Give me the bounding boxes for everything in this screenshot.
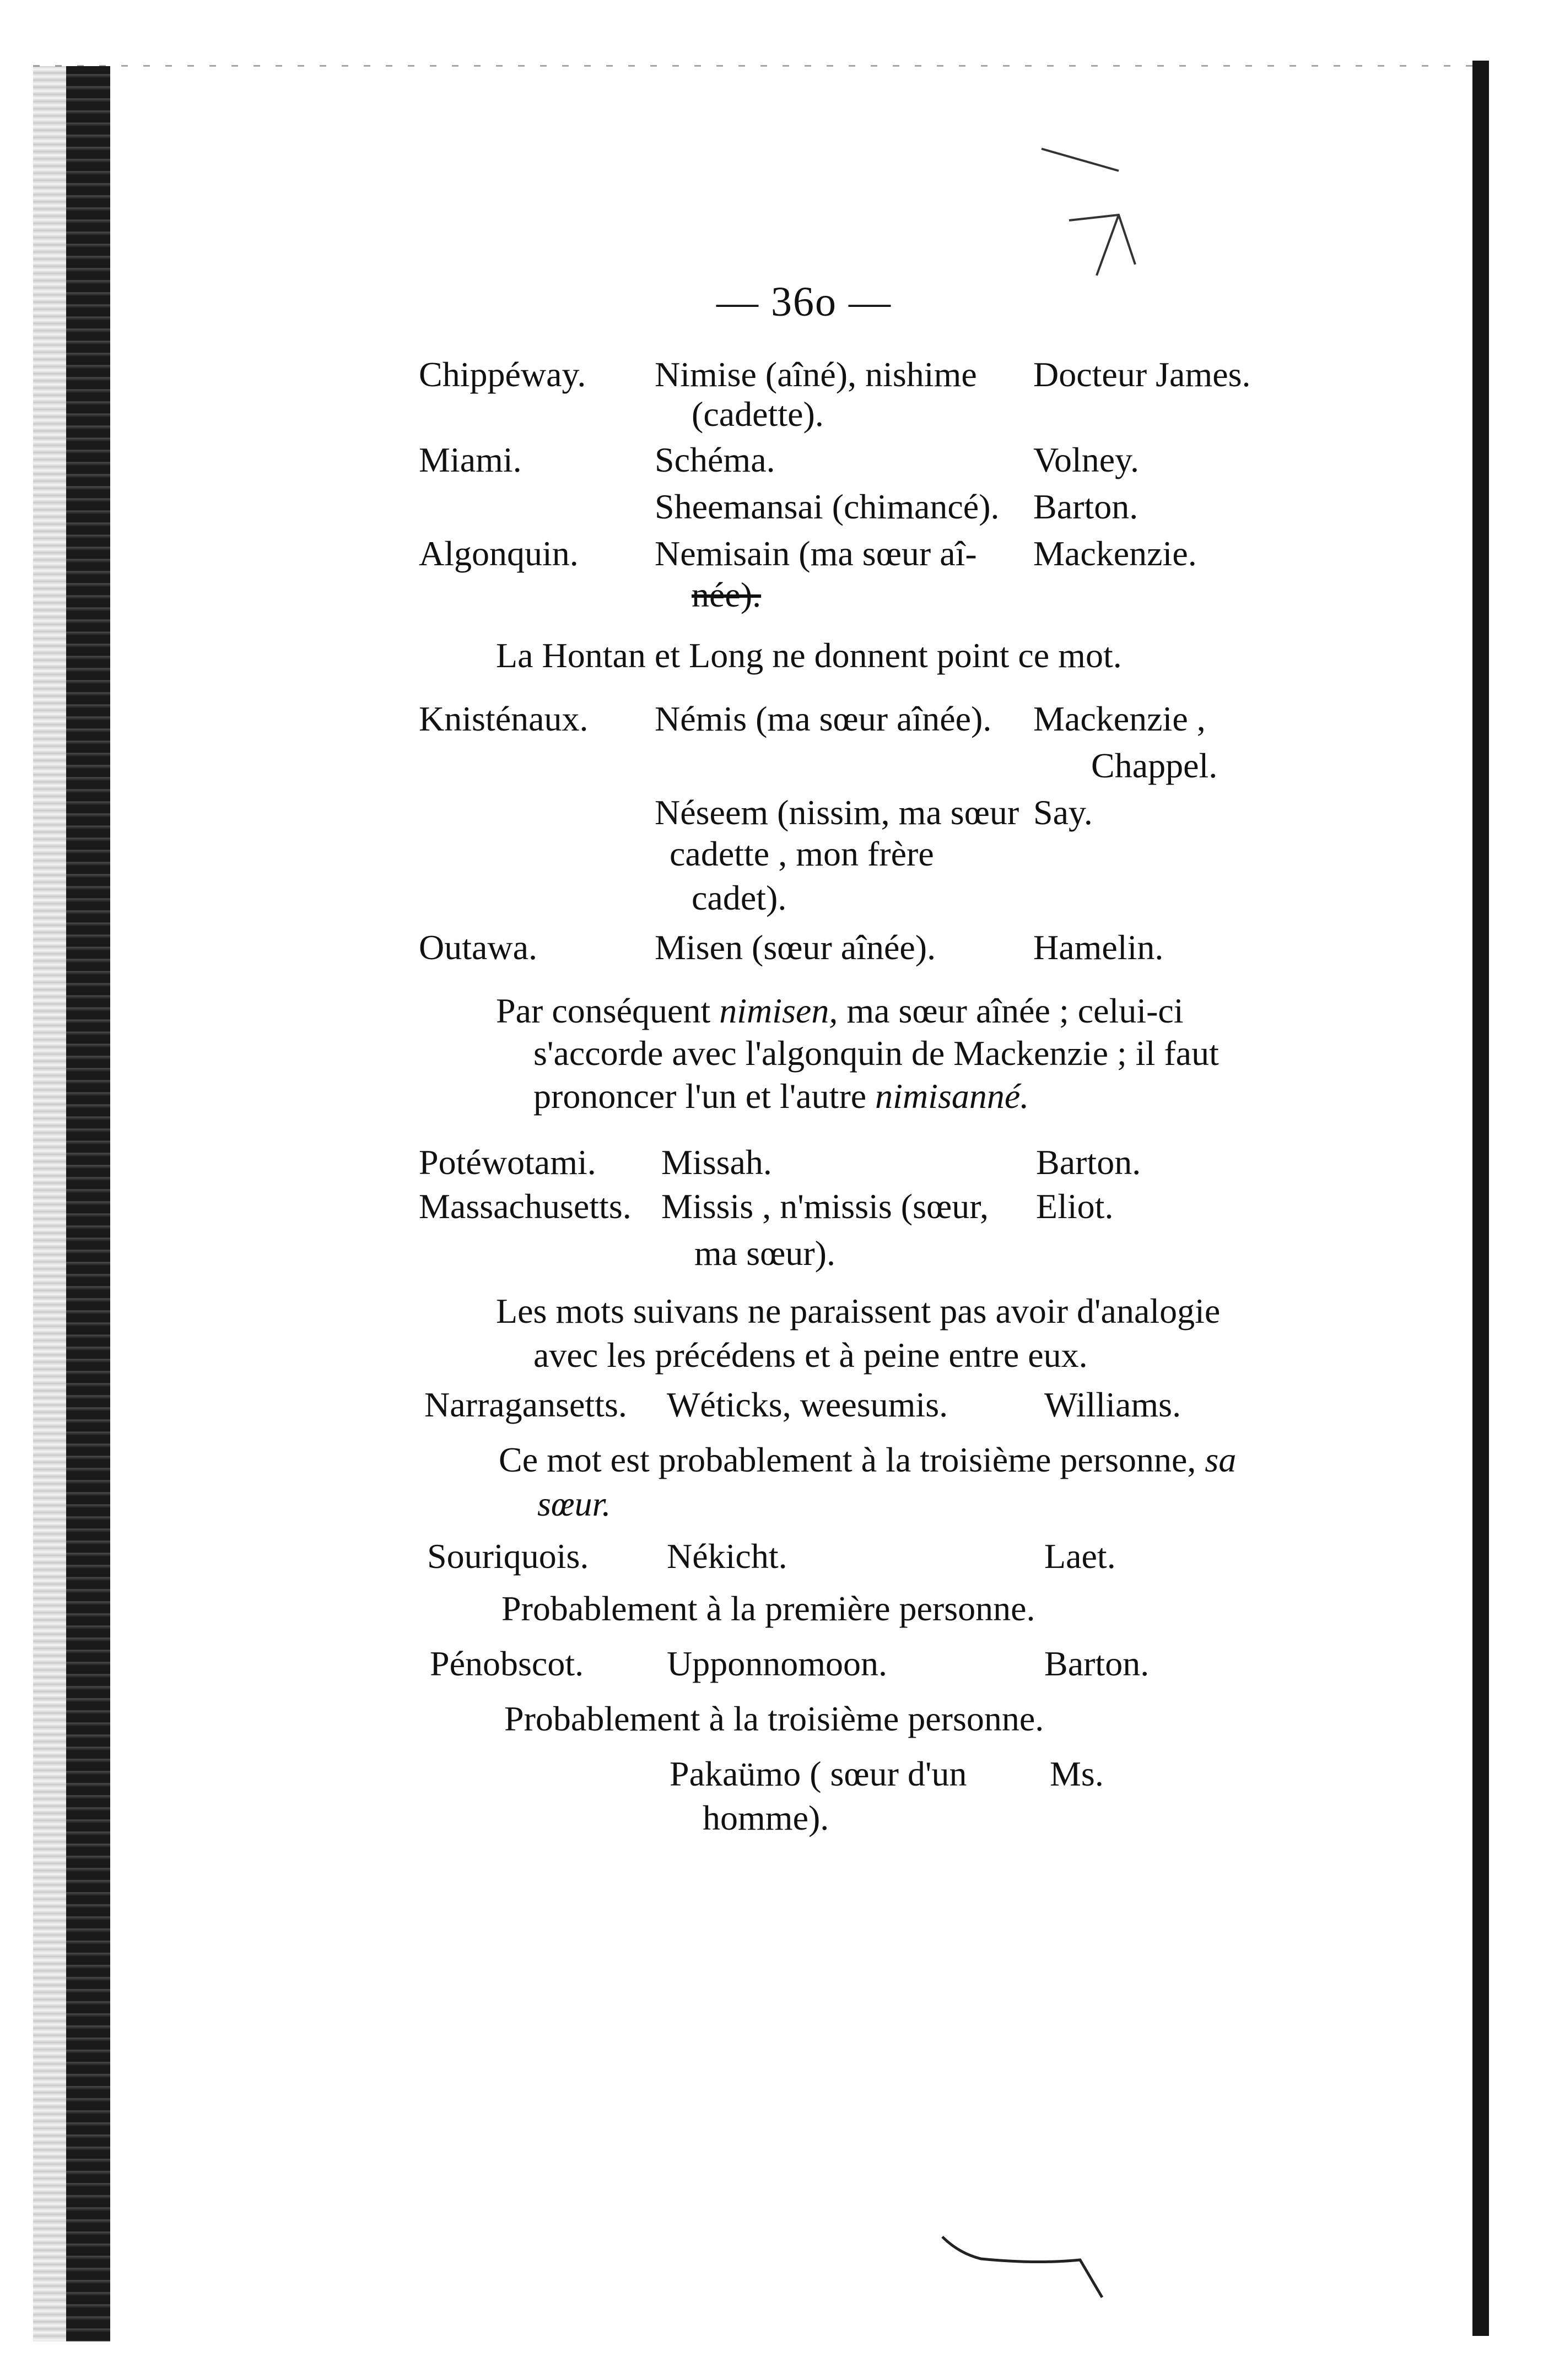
- note-ce-line1: [499, 1438, 1236, 1482]
- note-par-line3: [533, 1074, 1029, 1118]
- lang-miami: Miami.: [419, 440, 522, 479]
- source-chippeway: Docteur James.: [1033, 355, 1251, 394]
- word-souriquois: Nékicht.: [667, 1537, 787, 1576]
- note-par-line3-italic: nimisanné.: [875, 1077, 1029, 1116]
- pencil-mark-top: [1036, 138, 1157, 314]
- lang-knistenaux: Knisténaux.: [419, 699, 589, 738]
- word-neseem: Néseem (nissim, ma sœur: [655, 793, 1019, 832]
- lang-massachusetts: Massachusetts.: [419, 1187, 632, 1226]
- lang-penobscot: Pénobscot.: [430, 1644, 584, 1683]
- note-mots-line1: Les mots suivans ne paraissent pas avoir d'analogie: [496, 1291, 1221, 1330]
- source-algonquin: Mackenzie.: [1033, 534, 1197, 573]
- word-neseem-cont: cadette , mon frère: [670, 834, 934, 873]
- scan-edge-right: [1472, 61, 1489, 2336]
- note-par-line1: [496, 989, 1184, 1033]
- note-par-line1-italic: nimisen,: [719, 991, 838, 1030]
- scan-edge-left: [66, 66, 110, 2341]
- source-miami: Volney.: [1033, 440, 1139, 479]
- note-premiere: Probablement à la première personne.: [501, 1589, 1035, 1628]
- word-penobscot: Upponnomoon.: [667, 1644, 887, 1683]
- lang-potewotami: Potéwotami.: [419, 1143, 596, 1182]
- source-souriquois: Laet.: [1044, 1537, 1116, 1576]
- word-massachusetts-cont: ma sœur).: [694, 1234, 835, 1273]
- source-sheemansai: Barton.: [1033, 487, 1138, 526]
- word-pakaumo-cont: homme).: [703, 1798, 829, 1837]
- note-troisieme: Probablement à la troisième personne.: [504, 1699, 1044, 1738]
- note-par-line2: s'accorde avec l'algonquin de Mackenzie ; il faut: [533, 1034, 1219, 1073]
- source-knistenaux: Mackenzie ,: [1033, 699, 1206, 738]
- lang-outawa: Outawa.: [419, 928, 538, 967]
- source-massachusetts: Eliot.: [1036, 1187, 1114, 1226]
- word-algonquin: Nemisain (ma sœur aî-: [655, 534, 977, 573]
- scan-edge-top: [33, 65, 1488, 67]
- source-narragansetts: Williams.: [1044, 1385, 1181, 1424]
- word-knistenaux: Némis (ma sœur aînée).: [655, 699, 992, 738]
- word-massachusetts: Missis , n'missis (sœur,: [661, 1187, 989, 1226]
- source-pakaumo: Ms.: [1050, 1754, 1104, 1793]
- word-chippeway: Nimise (aîné), nishime: [655, 355, 977, 394]
- note-hontan: La Hontan et Long ne donnent point ce mot.: [496, 636, 1122, 675]
- word-outawa: Misen (sœur aînée).: [655, 928, 936, 967]
- word-pakaumo: Pakaümo ( sœur d'un: [670, 1754, 967, 1793]
- pencil-mark-bottom: [937, 2231, 1113, 2319]
- lang-chippeway: Chippéway.: [419, 355, 586, 394]
- source-outawa: Hamelin.: [1033, 928, 1164, 967]
- source-penobscot: Barton.: [1044, 1644, 1150, 1683]
- lang-algonquin: Algonquin.: [419, 534, 579, 573]
- scan-edge-left-fringe: [33, 66, 66, 2341]
- note-ce-line1-pre: Ce mot est probablement à la troisième personne,: [499, 1440, 1205, 1479]
- word-algonquin-cont: née).: [692, 575, 762, 614]
- word-chippeway-cont: (cadette).: [692, 394, 824, 434]
- source-knistenaux-cont: Chappel.: [1091, 746, 1218, 785]
- word-neseem-cont2: cadet).: [692, 878, 787, 917]
- note-ce-line2: sœur.: [537, 1484, 611, 1523]
- word-potewotami: Missah.: [661, 1143, 772, 1182]
- page-number: — 36o —: [716, 279, 892, 325]
- note-par-line1-pre: Par conséquent: [496, 991, 720, 1030]
- note-par-line3-pre: prononcer l'un et l'autre: [533, 1077, 876, 1116]
- source-potewotami: Barton.: [1036, 1143, 1141, 1182]
- lang-narragansetts: Narragansetts.: [424, 1385, 627, 1424]
- word-narragansetts: Wéticks, weesumis.: [667, 1385, 948, 1424]
- word-sheemansai: Sheemansai (chimancé).: [655, 487, 1000, 526]
- note-ce-line1-italic: sa: [1205, 1440, 1237, 1479]
- lang-souriquois: Souriquois.: [427, 1537, 589, 1576]
- source-neseem: Say.: [1033, 793, 1093, 832]
- note-par-line1-post: ma sœur aînée ; celui-ci: [838, 991, 1184, 1030]
- note-mots-line2: avec les précédens et à peine entre eux.: [533, 1335, 1088, 1375]
- word-miami: Schéma.: [655, 440, 775, 479]
